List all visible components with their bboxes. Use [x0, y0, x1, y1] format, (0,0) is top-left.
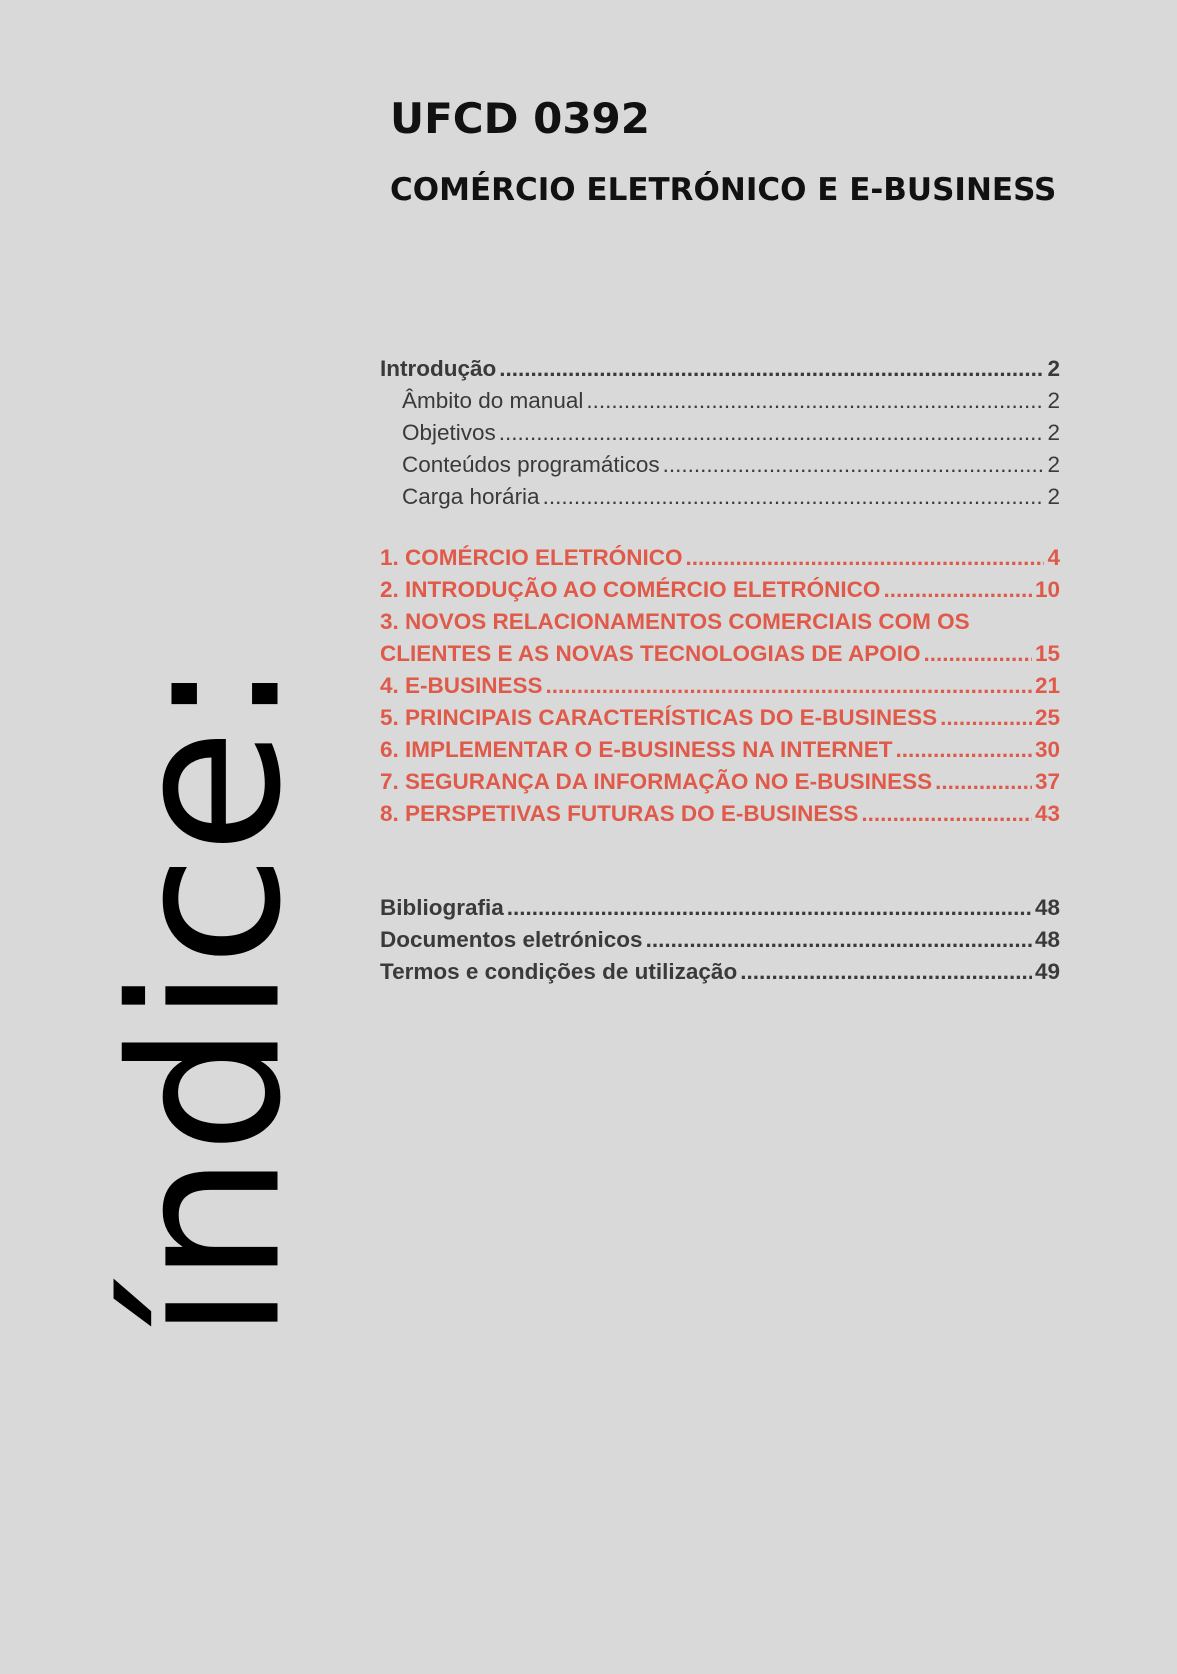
toc-entry-introducao[interactable] — [380, 353, 1060, 385]
toc-leader-dots — [586, 385, 1044, 417]
toc-leader-dots — [923, 638, 1031, 670]
toc-entry-documentos[interactable] — [380, 924, 1060, 956]
toc-chapter-7[interactable] — [380, 766, 1060, 798]
toc-entry-label: CLIENTES E AS NOVAS TECNOLOGIAS DE APOIO — [380, 641, 921, 666]
toc-chapter-4[interactable] — [380, 670, 1060, 702]
toc-leader-dots — [499, 353, 1044, 385]
toc-leader-dots — [546, 670, 1032, 702]
toc-leader-dots — [543, 481, 1045, 513]
toc-entry-label: 4. E-BUSINESS — [380, 673, 543, 698]
toc-page-number: 21 — [1034, 673, 1060, 698]
toc-chapter-2[interactable] — [380, 574, 1060, 606]
toc-entry-bibliografia[interactable] — [380, 892, 1060, 924]
toc-page-number: 2 — [1047, 452, 1060, 477]
toc-entry-label: 8. PERSPETIVAS FUTURAS DO E-BUSINESS — [380, 801, 859, 826]
toc-entry-conteudos[interactable] — [380, 449, 1060, 481]
toc-entry-label: Termos e condições de utilização — [380, 959, 738, 984]
toc-entry-termos[interactable] — [380, 956, 1060, 988]
toc-leader-dots — [883, 574, 1032, 606]
toc-leader-dots — [861, 798, 1032, 830]
toc-chapter-3[interactable] — [380, 638, 1060, 670]
toc-page-number: 43 — [1034, 801, 1060, 826]
toc-page-number: 10 — [1034, 577, 1060, 602]
toc-chapter-8[interactable] — [380, 798, 1060, 830]
document-code: UFCD 0392 — [390, 94, 650, 143]
toc-chapter-6[interactable] — [380, 734, 1060, 766]
toc-entry-carga[interactable] — [380, 481, 1060, 513]
toc-page-number: 48 — [1034, 927, 1060, 952]
toc-chapter-1[interactable] — [380, 542, 1060, 574]
toc-entry-label: 6. IMPLEMENTAR O E-BUSINESS NA INTERNET — [380, 737, 893, 762]
toc-leader-dots — [935, 766, 1032, 798]
toc-page-number: 25 — [1034, 705, 1060, 730]
toc-entry-label: 1. COMÉRCIO ELETRÓNICO — [380, 545, 683, 570]
toc-page-number: 37 — [1034, 769, 1060, 794]
toc-chapters-section — [380, 542, 1060, 830]
toc-leader-dots — [507, 892, 1032, 924]
toc-entry-label: Conteúdos programáticos — [402, 452, 660, 477]
toc-leader-dots — [896, 734, 1032, 766]
toc-entry-ambito[interactable] — [380, 385, 1060, 417]
toc-leader-dots — [663, 449, 1045, 481]
toc-entry-label: 3. NOVOS RELACIONAMENTOS COMERCIAIS COM OS — [380, 609, 970, 634]
toc-leader-dots — [499, 417, 1045, 449]
toc-page-number: 2 — [1047, 356, 1060, 381]
toc-leader-dots — [940, 702, 1032, 734]
document-subtitle: COMÉRCIO ELETRÓNICO E E-BUSINESS — [390, 172, 1057, 208]
toc-page-number: 2 — [1047, 388, 1060, 413]
toc-chapter-3-line1[interactable] — [380, 606, 1060, 638]
toc-page-number: 48 — [1034, 895, 1060, 920]
toc-intro-section — [380, 353, 1060, 513]
toc-entry-label: Objetivos — [402, 420, 496, 445]
toc-entry-label: Documentos eletrónicos — [380, 927, 643, 952]
toc-page-number: 30 — [1034, 737, 1060, 762]
toc-entry-label: 5. PRINCIPAIS CARACTERÍSTICAS DO E-BUSINESS — [380, 705, 938, 730]
toc-chapter-5[interactable] — [380, 702, 1060, 734]
toc-leader-dots — [646, 924, 1032, 956]
toc-leader-dots — [686, 542, 1045, 574]
toc-leader-dots — [740, 956, 1032, 988]
toc-page-number: 15 — [1034, 641, 1060, 666]
toc-entry-label: Âmbito do manual — [402, 388, 584, 413]
toc-page-number: 2 — [1047, 420, 1060, 445]
toc-end-section — [380, 892, 1060, 988]
toc-page-number: 49 — [1034, 959, 1060, 984]
toc-page-number: 4 — [1047, 545, 1060, 570]
vertical-index-title: índice: — [88, 659, 327, 1341]
toc-entry-objetivos[interactable] — [380, 417, 1060, 449]
toc-entry-label: Introdução — [380, 356, 497, 381]
toc-page-number: 2 — [1047, 484, 1060, 509]
toc-entry-label: 7. SEGURANÇA DA INFORMAÇÃO NO E-BUSINESS — [380, 769, 933, 794]
toc-entry-label: Carga horária — [402, 484, 540, 509]
toc-entry-label: 2. INTRODUÇÃO AO COMÉRCIO ELETRÓNICO — [380, 577, 881, 602]
toc-entry-label: Bibliografia — [380, 895, 504, 920]
